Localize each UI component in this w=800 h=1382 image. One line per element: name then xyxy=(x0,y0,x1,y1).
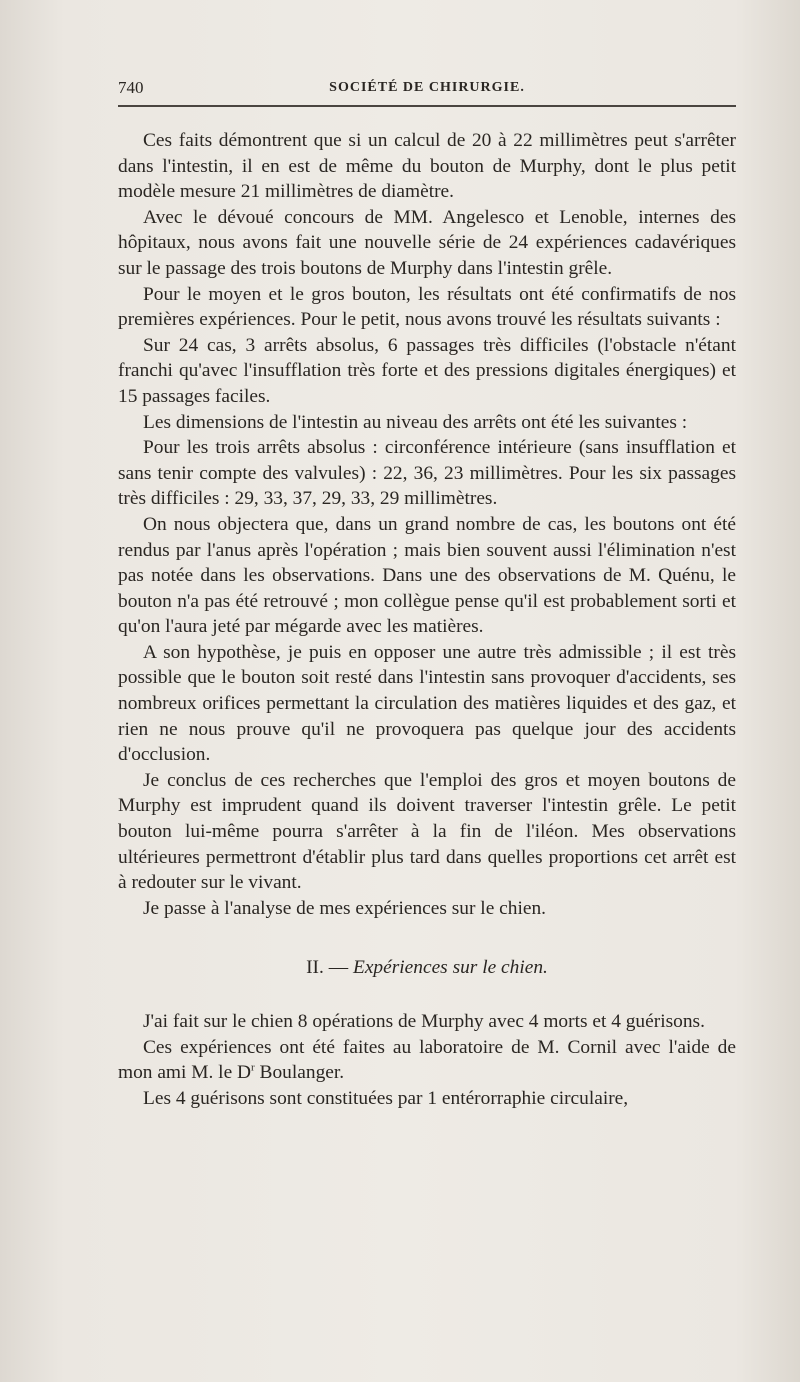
page-number: 740 xyxy=(118,78,144,97)
paragraph: J'ai fait sur le chien 8 opérations de Murphy avec 4 morts et 4 guérisons. xyxy=(143,1011,705,1032)
paragraph: Pour les trois arrêts absolus : circonférence intérieure (sans insufflation et sans tenir compte des valvules) : 22, 36, 23 millimètres. Pour les six passages très difficiles : 29, 33, 37, 29, 33, 29 millimètres. xyxy=(118,437,736,510)
paragraph: On nous objectera que, dans un grand nombre de cas, les boutons ont été rendus par l'anus après l'opération ; mais bien souvent aussi l'élimination n'est pas notée dans les observations. Dans une des observations de M. Quénu, le bouton n'a pas été retrouvé ; mon collègue pense qu'il est probablement sorti et qu'on l'aura jeté par mégarde avec les matières. xyxy=(118,513,736,638)
header-rule xyxy=(118,105,736,107)
paragraph-text: Ces expériences ont été faites au laboratoire de M. Cornil avec l'aide de mon ami M. le D xyxy=(118,1036,736,1084)
section-heading xyxy=(118,955,736,981)
paragraph: A son hypothèse, je puis en opposer une autre très admissible ; il est très possible que le bouton soit resté dans l'intestin sans provoquer d'accidents, ses nombreux orifices permettant la circulation des matières liquides et des gaz, et rien ne nous prouve qu'il ne provoquera pas quelque jour des accidents d'occlusion. xyxy=(118,641,736,766)
paragraph: Pour le moyen et le gros bouton, les résultats ont été confirmatifs de nos premières expériences. Pour le petit, nous avons trouvé les résultats suivants : xyxy=(118,283,736,331)
superscript: r xyxy=(251,1061,255,1074)
section-number: II. — xyxy=(306,957,349,979)
paragraph: Les 4 guérisons sont constituées par 1 entérorraphie circulaire, xyxy=(143,1087,629,1109)
paragraph: Je conclus de ces recherches que l'emploi des gros et moyen boutons de Murphy est imprudent quand ils doivent traverser l'intestin grêle. Le petit bouton lui-même pourra s'arrêter à la fin de l'iléon. Mes observations ultérieures permettront d'établir plus tard dans quelles proportions cet arrêt est à redouter sur le vivant. xyxy=(118,769,736,894)
body-text xyxy=(118,128,736,1111)
paragraph: Je passe à l'analyse de mes expériences sur le chien. xyxy=(143,897,546,919)
journal-title: SOCIÉTÉ DE CHIRURGIE. xyxy=(329,80,525,95)
paragraph xyxy=(118,1035,736,1086)
section-title: Expériences sur le chien. xyxy=(352,957,548,979)
paragraph: Les dimensions de l'intestin au niveau des arrêts ont été les suivantes : xyxy=(143,411,688,433)
paragraph: Ces faits démontrent que si un calcul de 20 à 22 millimètres peut s'arrêter dans l'intestin, il en est de même du bouton de Murphy, dont le plus petit modèle mesure 21 millimètres de diamètre. xyxy=(118,130,736,203)
running-head xyxy=(118,76,736,100)
paragraph: Sur 24 cas, 3 arrêts absolus, 6 passages très difficiles (l'obstacle n'étant franchi qu'avec l'insufflation très forte et des pressions digitales énergiques) et 15 passages faciles. xyxy=(118,334,736,407)
paragraph: Avec le dévoué concours de MM. Angelesco et Lenoble, internes des hôpitaux, nous avons fait une nouvelle série de 24 expériences cadavériques sur le passage des trois boutons de Murphy dans l'intestin grêle. xyxy=(118,206,736,279)
paragraph-text: Boulanger. xyxy=(254,1062,345,1084)
